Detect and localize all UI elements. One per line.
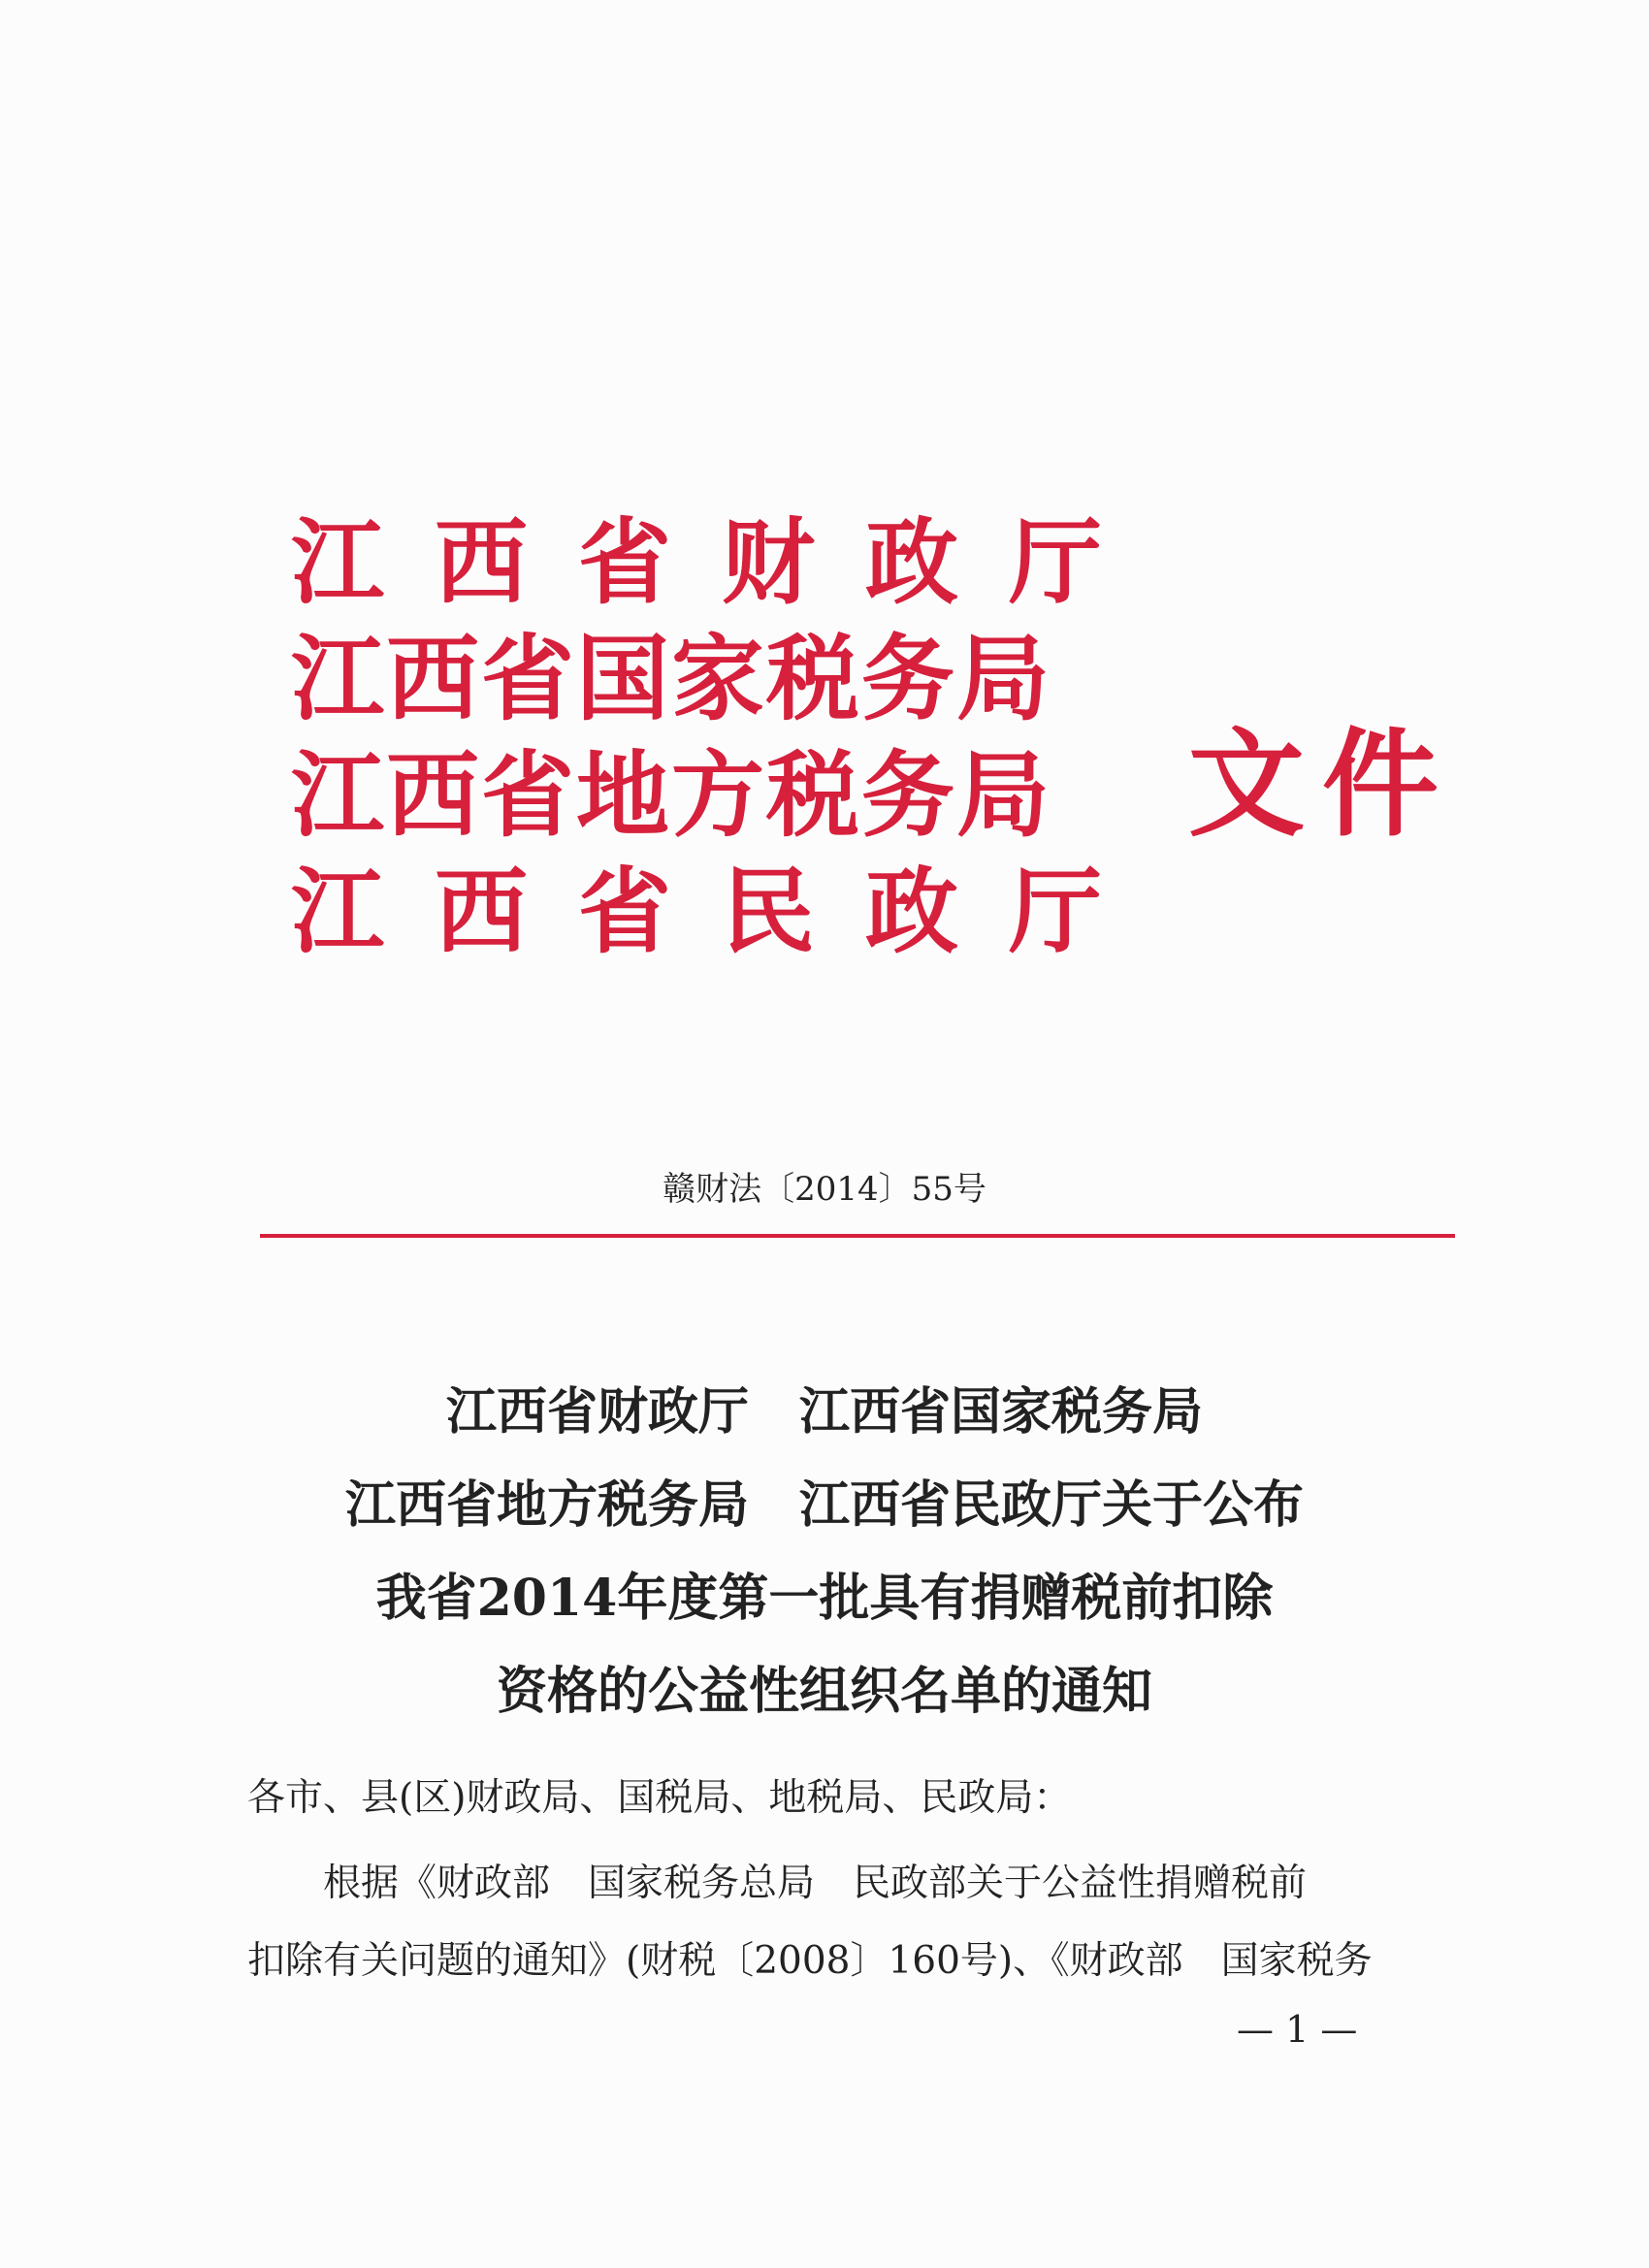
title-line: 江西省地方税务局 江西省民政厅关于公布 (344, 1475, 1304, 1535)
issuing-agencies (291, 504, 1152, 970)
header-divider (260, 1234, 1455, 1238)
agency-civil-affairs-department: 江西省民政厅 (291, 858, 1152, 966)
title-line: 我省2014年度第一批具有捐赠税前扣除 (375, 1569, 1274, 1628)
page-number: — 1 — (1237, 2008, 1358, 2051)
agency-finance-department: 江西省财政厅 (291, 508, 1152, 617)
salutation: 各市、县(区)财政局、国税局、地税局、民政局： (247, 1776, 1072, 1820)
body-line: 根据《财政部 国家税务总局 民政部关于公益性捐赠税前 (247, 1862, 1308, 1905)
agency-national-tax-bureau: 江西省国家税务局 (291, 625, 1051, 733)
document-label: 文件 (1188, 718, 1456, 853)
body-line: 扣除有关问题的通知》(财税〔2008〕160号)、《财政部 国家税务 (247, 1939, 1373, 1983)
document-title (0, 1366, 1649, 1738)
title-line: 资格的公益性组织名单的通知 (496, 1662, 1152, 1721)
title-line: 江西省财政厅 江西省国家税务局 (445, 1382, 1203, 1442)
document-number: 赣财法〔2014〕55号 (663, 1170, 986, 1209)
agency-local-tax-bureau: 江西省地方税务局 (291, 741, 1051, 850)
